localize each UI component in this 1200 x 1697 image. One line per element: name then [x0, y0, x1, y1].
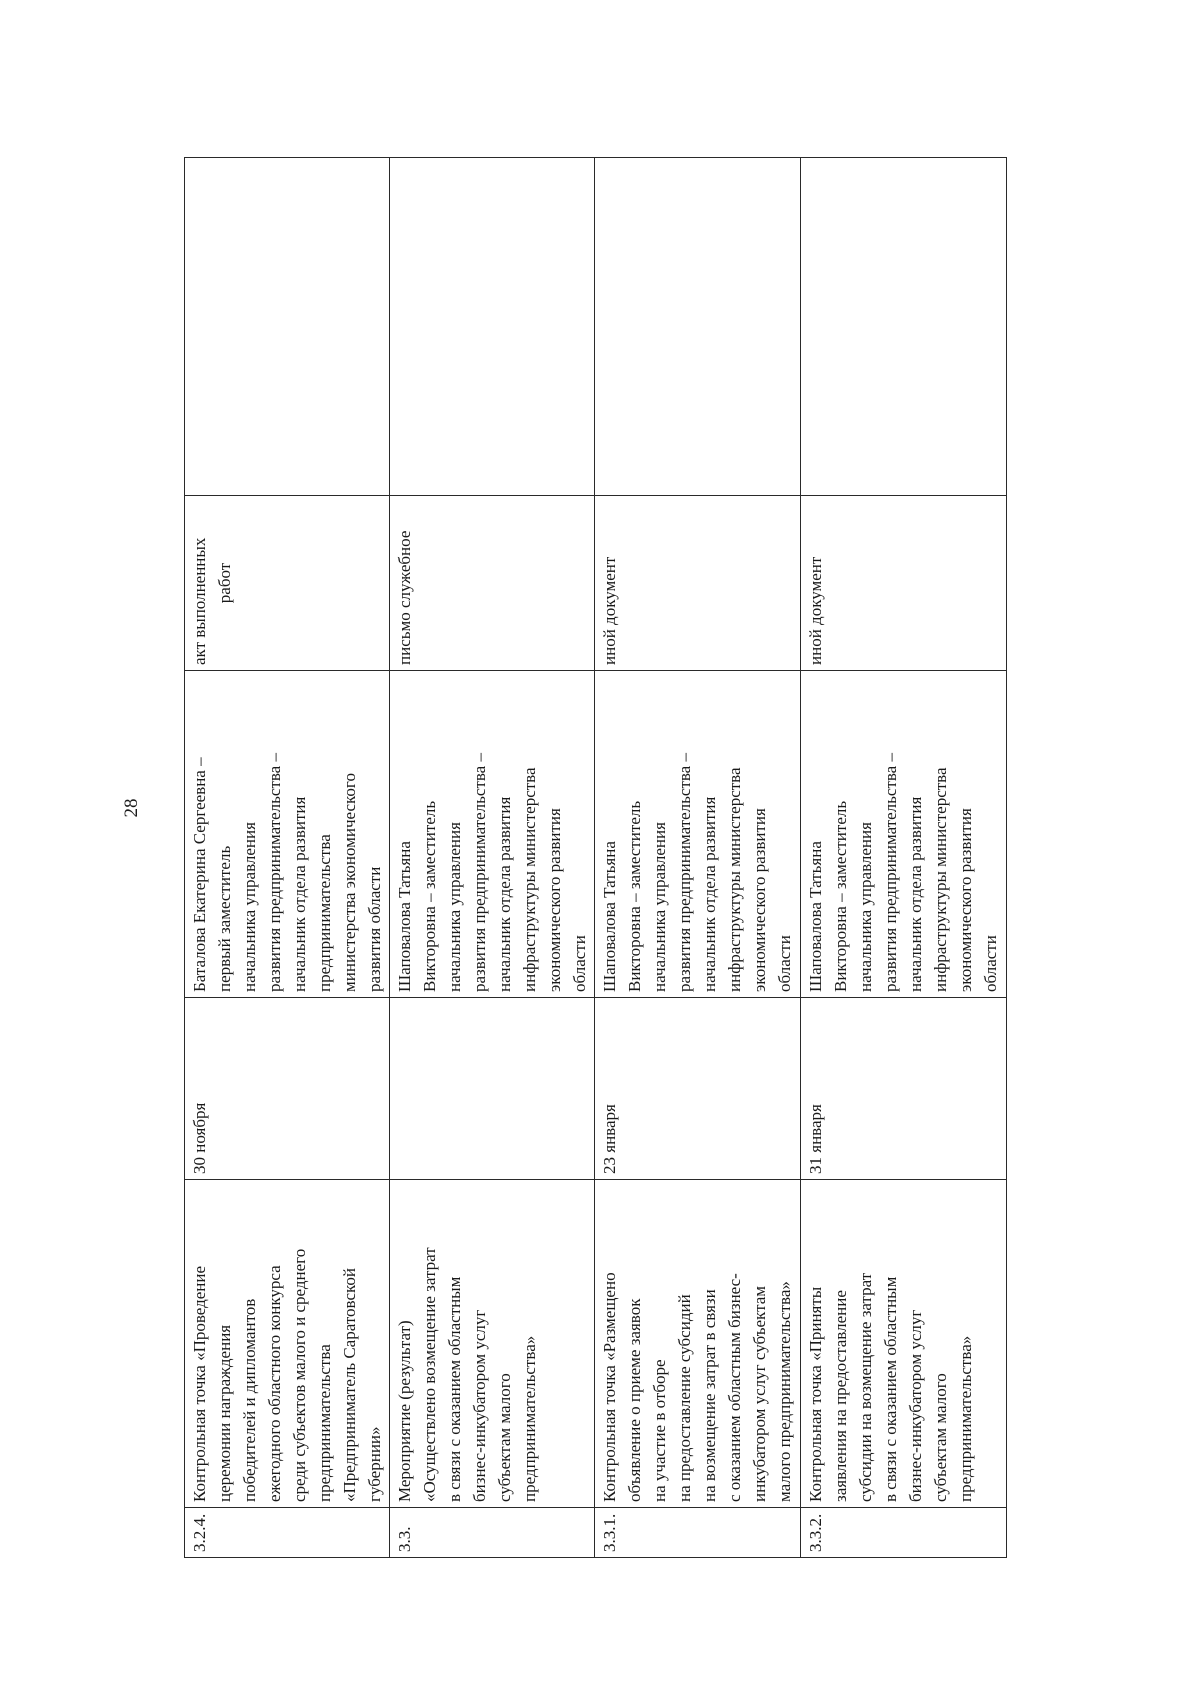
date-cell: 30 ноября: [185, 998, 390, 1180]
responsible-line: инфраструктуры министерства: [931, 767, 950, 992]
responsible-line: начальник отдела развития: [700, 796, 719, 992]
event-line: Мероприятие (результат): [395, 1320, 414, 1502]
event-line: ежегодного областного конкурса: [265, 1265, 284, 1502]
responsible-line: начальника управления: [240, 822, 259, 992]
event-line: среди субъектов малого и среднего: [290, 1248, 309, 1502]
event-line: на участие в отборе: [650, 1359, 669, 1502]
row-number: 3.3.: [390, 1508, 595, 1558]
document-cell: [185, 496, 390, 671]
document-line: работ: [215, 562, 234, 604]
document-line: иной документ: [600, 556, 619, 665]
document-cell: [801, 496, 1007, 671]
responsible-line: инфраструктуры министерства: [520, 767, 539, 992]
event-line: бизнес-инкубатором услуг: [470, 1309, 489, 1502]
row-number: 3.2.4.: [185, 1508, 390, 1558]
responsible-line: развития предпринимательства –: [881, 753, 900, 992]
event-line: с оказанием областным бизнес-: [725, 1273, 744, 1502]
date-cell: [390, 998, 595, 1180]
responsible-line: развития предпринимательства –: [470, 753, 489, 992]
event-line: церемонии награждения: [215, 1324, 234, 1502]
responsible-line: начальника управления: [445, 822, 464, 992]
event-line: малого предпринимательства»: [775, 1281, 794, 1502]
plan-table-body: [185, 158, 1007, 1558]
responsible-line: Шаповалова Татьяна: [806, 841, 825, 992]
table-row: [595, 158, 801, 1558]
event-cell: [801, 1180, 1007, 1508]
responsible-line: развития предпринимательства –: [675, 753, 694, 992]
document-line: акт выполненных: [190, 537, 209, 665]
event-line: в связи с оказанием областным: [445, 1276, 464, 1502]
event-line: Контрольная точка «Проведение: [190, 1265, 209, 1502]
event-line: «Осуществлено возмещение затрат: [420, 1247, 439, 1502]
table-row: [185, 158, 390, 1558]
responsible-line: развития предпринимательства –: [265, 753, 284, 992]
notes-cell: [595, 158, 801, 496]
responsible-cell: [801, 671, 1007, 998]
responsible-line: Викторовна – заместитель: [420, 800, 439, 992]
responsible-line: области: [775, 935, 794, 992]
row-number: 3.3.1.: [595, 1508, 801, 1558]
event-cell: [390, 1180, 595, 1508]
responsible-line: первый заместитель: [215, 845, 234, 992]
responsible-cell: [595, 671, 801, 998]
document-line: письмо служебное: [395, 530, 414, 665]
responsible-line: министерства экономического: [340, 773, 359, 992]
event-line: субсидии на возмещение затрат: [856, 1272, 875, 1502]
event-cell: [185, 1180, 390, 1508]
event-line: победителей и дипломантов: [240, 1298, 259, 1502]
notes-cell: [801, 158, 1007, 496]
event-line: субъектам малого: [931, 1373, 950, 1502]
event-line: бизнес-инкубатором услуг: [906, 1309, 925, 1502]
event-line: в связи с оказанием областным: [881, 1276, 900, 1502]
responsible-line: начальника управления: [650, 822, 669, 992]
event-line: объявление о приеме заявок: [625, 1298, 644, 1502]
event-line: субъектам малого: [495, 1373, 514, 1502]
responsible-line: инфраструктуры министерства: [725, 767, 744, 992]
document-cell: [595, 496, 801, 671]
responsible-line: экономического развития: [956, 808, 975, 992]
responsible-line: начальник отдела развития: [290, 796, 309, 992]
event-line: предпринимательства»: [520, 1335, 539, 1502]
event-line: на предоставление субсидий: [675, 1294, 694, 1502]
event-cell: [595, 1180, 801, 1508]
responsible-line: Шаповалова Татьяна: [395, 841, 414, 992]
responsible-line: области: [981, 935, 1000, 992]
responsible-line: Викторовна – заместитель: [625, 800, 644, 992]
notes-cell: [185, 158, 390, 496]
event-line: Контрольная точка «Размещено: [600, 1272, 619, 1502]
event-line: на возмещение затрат в связи: [700, 1289, 719, 1502]
responsible-line: предпринимательства: [315, 834, 334, 992]
event-line: предпринимательства: [315, 1344, 334, 1502]
table-row: [390, 158, 595, 1558]
responsible-line: развития области: [365, 866, 384, 992]
notes-cell: [390, 158, 595, 496]
responsible-line: экономического развития: [545, 808, 564, 992]
responsible-cell: [390, 671, 595, 998]
date-cell: 31 января: [801, 998, 1007, 1180]
responsible-line: начальника управления: [856, 822, 875, 992]
responsible-line: начальник отдела развития: [495, 796, 514, 992]
plan-table: [184, 157, 1007, 1558]
responsible-line: Шаповалова Татьяна: [600, 841, 619, 992]
responsible-cell: [185, 671, 390, 998]
document-cell: [390, 496, 595, 671]
event-line: «Предприниматель Саратовской: [340, 1267, 359, 1502]
responsible-line: Викторовна – заместитель: [831, 800, 850, 992]
event-line: предпринимательства»: [956, 1335, 975, 1502]
event-line: инкубатором услуг субъектам: [750, 1285, 769, 1502]
responsible-line: экономического развития: [750, 808, 769, 992]
row-number: 3.3.2.: [801, 1508, 1007, 1558]
date-cell: 23 января: [595, 998, 801, 1180]
responsible-line: области: [570, 935, 589, 992]
event-line: заявления на предоставление: [831, 1290, 850, 1502]
page-number: 28: [121, 798, 142, 818]
event-line: Контрольная точка «Приняты: [806, 1286, 825, 1502]
document-line: иной документ: [806, 556, 825, 665]
table-row: [801, 158, 1007, 1558]
responsible-line: Баталова Екатерина Сергеевна –: [190, 757, 209, 992]
rotated-table-container: [184, 158, 1000, 1558]
responsible-line: начальник отдела развития: [906, 796, 925, 992]
event-line: губернии»: [365, 1426, 384, 1502]
